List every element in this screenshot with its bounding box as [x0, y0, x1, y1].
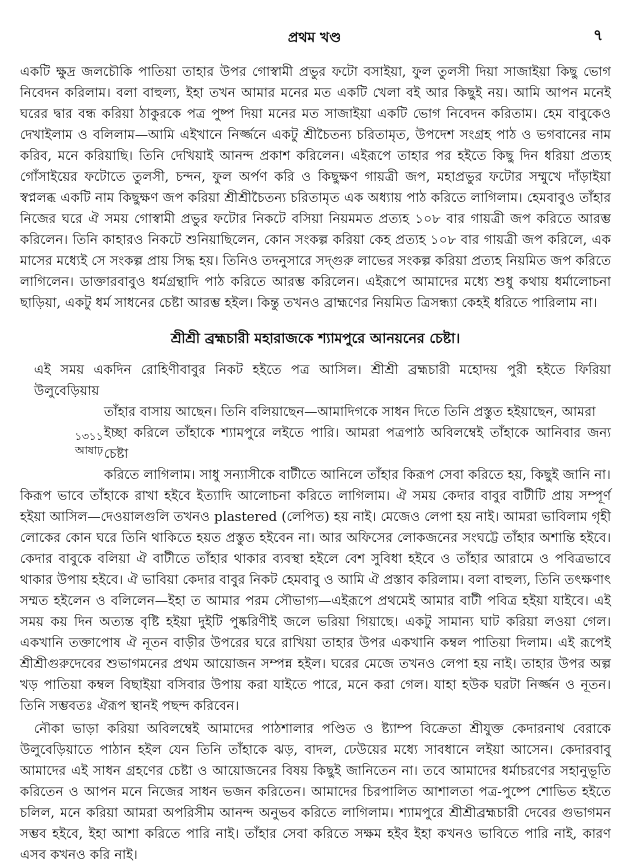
- paragraph-1: একটি ক্ষুদ্র জলচৌকি পাতিয়া তাহার উপর গোস্বামী প্রভুর ফটো বসাইয়া, ফুল তুলসী দিয়া সাজাইয়া কিছু ভোগ নিবেদন করিলাম। বলা বাহুল্য, ইহা তখন আমার মনের মত একটি খেলা বই আর কিছুই নয়। আমি আপন মনেই ঘরের দ্বার বন্ধ করিয়া ঠাকুরকে পত্র পুষ্প দিয়া মনের মত সাজাইয়া একটি ভোগ নিবেদন করিতাম। হেম বাবুকেও দেখাইলাম ও বলিলাম—আমি এইখানে নির্জ্জনে একটু শ্রীচৈতন্য চরিতামৃত, উপদেশ সংগ্রহ পাঠ ও ভগবানের নাম করিব, মনে করিয়াছি। তিনি দেখিয়াই আনন্দ প্রকাশ করিলেন। এইরূপে তাহার পর হইতে কিছু দিন ধরিয়া প্রত্যহ গোঁসাইয়ের ফটোতে তুলসী, চন্দন, ফুল অর্পণ করি ও কিছুক্ষণ গায়ত্রী জপ, মহাপ্রভুর ফটোর সম্মুখে দাঁড়াইয়া স্বপ্নলব্ধ একটি নাম কিছুক্ষণ জপ করিয়া শ্রীশ্রীচৈতন্য চরিতামৃত এক অধ্যায় পাঠ করিতে লাগিলাম। হেমবাবুও তাঁহার নিজের ঘরে ঐ সময় গোস্বামী প্রভুর ফটোর নিকটে বসিয়া নিয়মমত প্রত্যহ ১০৮ বার গায়ত্রী জপ করিতে আরম্ভ করিলেন। তিনি কাহারও নিকটে শুনিয়াছিলেন, কোন সংকল্প করিয়া কেহ প্রত্যহ ১০৮ বার গায়ত্রী জপ করিলে, এক মাসের মধ্যেই সে সংকল্প প্রায় সিদ্ধ হয়। তিনিও তদনুসারে সদ্‌গুরু লাভের সংকল্প করিয়া প্রত্যহ নিয়মিত জপ করিতে লাগিলেন। ডাক্তারবাবুও ধর্মগ্রন্থাদি পাঠ করিতে আরম্ভ করিলেন। এইরূপে আমাদের মধ্যে শুধু কথায় ধর্মালোচনা ছাড়িয়া, একটু ধর্ম সাধনের চেষ্টা আরম্ভ হইল। কিন্তু তখনও ব্রাহ্মণের নিয়মিত ত্রিসন্ধ্যা কেহই ধরিতে পারিলাম না।: [20, 65, 611, 311]
- margin-note-year: ১৩১১: [74, 430, 104, 443]
- running-header: [20, 26, 609, 46]
- margin-note-month: আষাঢ়: [74, 444, 104, 457]
- paragraph-2-line-3: ইচ্ছা করিলে তাঁহাকে শ্যামপুরে লইতে পারি। আমরা পত্রপাঠ অবিলম্বেই তাঁহাকে আনিবার জন্য চেষ্টা: [104, 426, 611, 462]
- paragraph-2: [20, 360, 611, 717]
- chapter-title: প্রথম খণ্ড: [287, 30, 342, 46]
- paragraph-2-line-4: করিতে লাগিলাম। সাধু সন্যাসীকে বাটীতে আনিলে তাঁহার কিরূপ সেবা করিতে হয়, কিছুই জানি না।: [104, 468, 611, 483]
- paragraph-2-line-1: এই সময় একদিন রোহিণীবাবুর নিকট হইতে পত্র আসিল। শ্রীশ্রী ব্রহ্মচারী মহোদয় পুরী হইতে ফিরিয়া উলুবেড়িয়ায়: [34, 363, 611, 399]
- page-number: ৭: [593, 26, 603, 44]
- section-heading: শ্রীশ্রী ব্রহ্মচারী মহারাজকে শ্যামপুরে আনয়নের চেষ্টা।: [170, 331, 461, 347]
- paragraph-3: নৌকা ভাড়া করিয়া অবিলম্বেই আমাদের পাঠশালার পণ্ডিত ও ষ্ট্যাম্প বিক্রেতা শ্রীযুক্ত কেদারনাথ বেরাকে উলুবেড়িয়াতে পাঠান হইল যেন তিনি তাঁহাকে ঝড়, বাদল, ঢেউয়ের মধ্যে সাবধানে লইয়া আসেন। কেদারবাবু আমাদের এই সাধন গ্রহণের চেষ্টা ও আয়োজনের বিষয় কিছুই জানিতেন না। তবে আমাদের ধর্মাচরণের সহানুভূতি করিতেন ও আপন মনে নিজের সাধন ভজন করিতেন। আমাদের চিরপালিত আশালতা পত্র-পুষ্পে শোভিত হইতে চলিল, মনে করিয়া আমরা অপরিসীম আনন্দ অনুভব করিতে লাগিলাম। শ্যামপুরে শ্রীশ্রীব্রহ্মচারী দেবের গুভাগমন সম্ভব হইবে, ইহা আশা করিতে পারি নাই। তাঁহার সেবা করিতে সক্ষম হইব ইহা কখনও ভাবিতে পারি নাই, কারণ এসব কখনও করি নাই।: [20, 722, 611, 863]
- paragraph-2-line-2: তাঁহার বাসায় আছেন। তিনি বলিয়াছেন—আমাদিগকে সাধন দিতে তিনি প্রস্তুত হইয়াছেন, আমরা: [104, 405, 596, 420]
- paragraph-2-rest: কিরূপ ভাবে তাঁহাকে রাখা হইবে ইত্যাদি আলোচনা করিতে লাগিলাম। ঐ সময় কেদার বাবুর বাটীটি প্রায় সম্পূর্ণ হইয়া আসিল—দেওয়ালগুলি তখনও plastered (লেপিত) হয় নাই। মেজেও লেপা হয় নাই। আমরা ভাবিলাম গৃহী লোকের কোন ঘরে তিনি থাকিতে হয়ত প্রস্তুত হইবেন না। আর অফিসের লোকজনের সংঘট্টে তাঁহার অশান্তি হইবে। কেদার বাবুকে বলিয়া ঐ বাটীতে তাঁহার থাকার ব্যবস্থা হইলে বেশ সুবিধা হইবে ও তাঁহার আরামে ও পবিত্রভাবে থাকার উপায় হইবে। ঐ ভাবিয়া কেদার বাবুর নিকট হেমবাবু ও আমি ঐ প্রস্তাব করিলাম। বলা বাহুল্য, তিনি তৎক্ষণাৎ সম্মত হইলেন ও বলিলেন—ইহা ত আমার পরম সৌভাগ্য—এইরূপে প্রথমেই আমার বাটী পবিত্র হইয়া যাইবে। এই সময় কয় দিন অত্যন্ত বৃষ্টি হইয়া দুইটি পুষ্করিণীই জলে ভরিয়া গিয়াছে। একটু সামান্য ঘাট করিয়া লওয়া গেল। একখানি তক্তাপোষ ঐ নূতন বাড়ীর উপরের ঘরে রাখিয়া তাহার উপর একখানি কম্বল পাতিয়া দিলাম। এই রূপেই শ্রীশ্রীগুরুদেবের শুভাগমনের প্রথম আয়োজন সম্পন্ন হইল। ঘরের মেজে তখনও লেপা হয় নাই। তাহার উপর অল্প খড় পাতিয়া কম্বল বিছাইয়া বসিবার উপায় করা যাইতে পারে, মনে করা গেল। যাহা হউক ঘরটা নির্জ্জন ও নূতন। তিনি সম্ভবতঃ ঐরূপ স্থানই পছন্দ করিবেন।: [20, 489, 611, 714]
- page-body: [20, 62, 611, 866]
